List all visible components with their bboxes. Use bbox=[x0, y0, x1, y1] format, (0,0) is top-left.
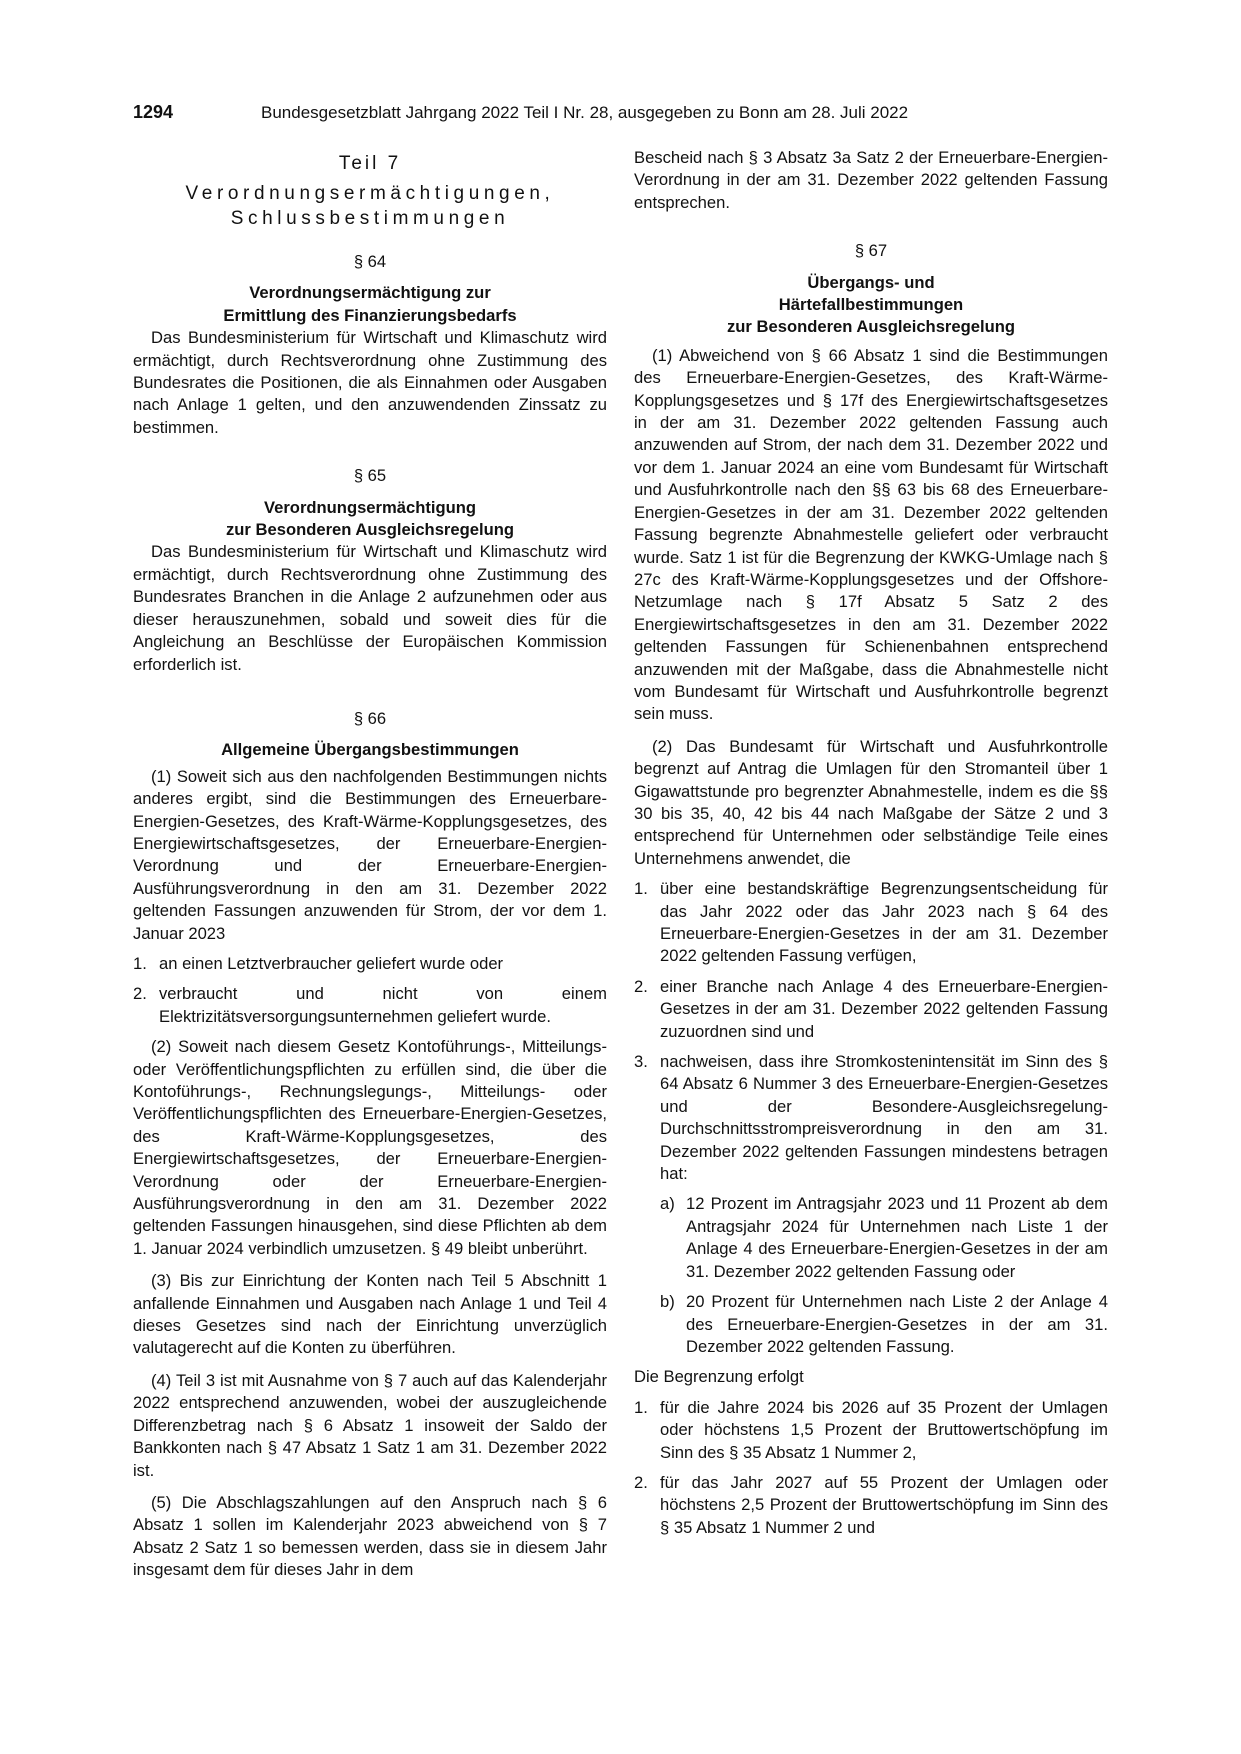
section-64-text: Das Bundesministerium für Wirtschaft und Klimaschutz wird ermächtigt, durch Rechtsverordnung ohne Zustimmung des Bundesrates die Positionen, die als Einnahmen oder Ausgaben nach Anlage 1 gelten, und den anzuwendenden Zinssatz zu bestimmen. bbox=[133, 328, 607, 437]
right-column bbox=[634, 147, 1108, 1539]
list-item-number: 1. bbox=[634, 1397, 648, 1417]
sub-list-item-letter: a) bbox=[660, 1194, 675, 1214]
section-64-title-line-2: Ermittlung des Finanzierungsbedarfs bbox=[223, 305, 517, 325]
section-64-title bbox=[133, 282, 607, 327]
section-66-para-4: (4) Teil 3 ist mit Ausnahme von § 7 auch auf das Kalenderjahr 2022 entsprechend anzuwenden, wobei der auszugleichende Differenzbetrag nach § 6 Absatz 1 insoweit der Saldo der Bankkonten nach § 47 Absatz 1 Satz 1 am 31. Dezember 2022 ist. bbox=[133, 1370, 607, 1480]
list-item bbox=[133, 983, 607, 1028]
list-item-number: 2. bbox=[133, 984, 147, 1004]
sub-list-item-text: 12 Prozent im Antragsjahr 2023 und 11 Prozent ab dem Antragsjahr 2024 für Unternehmen nach Liste 1 der Anlage 4 des Erneuerbare-Energien-Gesetzes in der am 31. Dezember 2022 geltenden Fassung oder bbox=[686, 1194, 1108, 1281]
list-item-text: für die Jahre 2024 bis 2026 auf 35 Prozent der Umlagen oder höchstens 1,5 Prozent der Bruttowertschöpfung im Sinn des § 35 Absatz 1 Nummer 2, bbox=[660, 1397, 1108, 1462]
section-67-title-line-2: Härtefallbestimmungen bbox=[778, 295, 964, 315]
sub-list-item-text: 20 Prozent für Unternehmen nach Liste 2 der Anlage 4 des Erneuerbare-Energien-Gesetzes in der am 31. Dezember 2022 geltenden Fassung. bbox=[686, 1292, 1108, 1356]
list-item-text: verbraucht und nicht von einem Elektrizitätsversorgungsunternehmen geliefert wurde. bbox=[159, 984, 607, 1026]
list-item bbox=[634, 1051, 1108, 1185]
page-number: 1294 bbox=[133, 102, 174, 122]
part-heading: Teil 7 bbox=[338, 153, 402, 174]
section-67-title bbox=[634, 272, 1108, 339]
section-66-para-3: (3) Bis zur Einrichtung der Konten nach Teil 5 Abschnitt 1 anfallende Einnahmen und Ausgaben nach Anlage 1 und Teil 4 dieses Gesetzes sind nach der Einrichtung unverzüglich valutagerecht auf die Konten zu überführen. bbox=[133, 1271, 607, 1358]
section-67-number: § 67 bbox=[854, 241, 888, 261]
part-title-line-2: Schlussbestimmungen bbox=[230, 208, 510, 229]
list-item-text: an einen Letztverbraucher geliefert wurde oder bbox=[159, 953, 504, 973]
list-item-number: 2. bbox=[634, 976, 648, 996]
sub-list-item-letter: b) bbox=[660, 1292, 675, 1312]
section-65-title-line-1: Verordnungsermächtigung bbox=[263, 497, 477, 517]
list-item bbox=[634, 976, 1108, 1043]
list-item-text: für das Jahr 2027 auf 55 Prozent der Umlagen oder höchstens 2,5 Prozent der Bruttowertschöpfung im Sinn des § 35 Absatz 1 Nummer 2 und bbox=[660, 1472, 1108, 1537]
section-66-number: § 66 bbox=[353, 708, 387, 728]
sub-list-item bbox=[660, 1193, 1108, 1283]
part-title bbox=[133, 181, 607, 231]
list-item-text: nachweisen, dass ihre Stromkostenintensität im Sinn des § 64 Absatz 6 Nummer 3 des Erneuerbare-Energien-Gesetzes und der Besondere-Ausgleichsregelung-Durchschnittsstrompreisverordnung in den am 31. Dezember 2022 geltenden Fassungen mindestens betragen hat: bbox=[660, 1052, 1108, 1184]
section-64-number: § 64 bbox=[353, 252, 387, 271]
list-item bbox=[634, 878, 1108, 968]
section-66-para-1: (1) Soweit sich aus den nachfolgenden Bestimmungen nichts anderes ergibt, sind die Bestimmungen des Erneuerbare-Energien-Gesetzes, des Kraft-Wärme-Kopplungsgesetzes, des Energiewirtschaftsgesetzes, der Erneuerbare-Energien-Verordnung und der Erneuerbare-Energien-Ausführungsverordnung in den am 31. Dezember 2022 geltenden Fassungen anzuwenden für Strom, der vor dem 1. Januar 2023 bbox=[133, 766, 607, 943]
list-item-text: über eine bestandskräftige Begrenzungsentscheidung für das Jahr 2022 oder das Jahr 2023 nach § 64 des Erneuerbare-Energien-Gesetzes in der am 31. Dezember 2022 geltenden Fassung verfügen, bbox=[660, 879, 1108, 966]
section-67-para-1: (1) Abweichend von § 66 Absatz 1 sind die Bestimmungen des Erneuerbare-Energien-Gesetzes, des Kraft-Wärme-Kopplungsgesetzes und § 17f des Energiewirtschaftsgesetzes in der am 31. Dezember 2022 geltenden Fassung auch anzuwenden auf Strom, der nach dem 31. Dezember 2022 und vor dem 1. Januar 2024 an eine vom Bundesamt für Wirtschaft und Ausfuhrkontrolle nach den §§ 63 bis 68 des Erneuerbare-Energien-Gesetzes in der am 31. Dezember 2022 geltenden Fassung begrenzte Abnahmestelle geliefert oder verbraucht wurde. Satz 1 ist für die Begrenzung der KWKG-Umlage nach § 27c des Kraft-Wärme-Kopplungsgesetzes und der Offshore-Netzumlage nach § 17f Absatz 5 Satz 2 des Energiewirtschaftsgesetzes in den am 31. Dezember 2022 geltenden Fassungen für Schienenbahnen entsprechend anzuwenden mit der Maßgabe, dass die Abnahmestelle nicht vom Bundesamt für Wirtschaft und Ausfuhrkontrolle begrenzt sein muss. bbox=[634, 345, 1108, 724]
list-item bbox=[634, 1397, 1108, 1464]
continued-text: Bescheid nach § 3 Absatz 3a Satz 2 der Erneuerbare-Energien-Verordnung in der am 31. Dezember 2022 geltenden Fassung entsprechen. bbox=[634, 148, 1108, 212]
section-65-text: Das Bundesministerium für Wirtschaft und Klimaschutz wird ermächtigt, durch Rechtsverordnung ohne Zustimmung des Bundesrates Branchen in die Anlage 2 aufzunehmen oder aus dieser herauszunehmen, sobald und soweit dies für die Angleichung an Beschlüsse der Europäischen Kommission erforderlich ist. bbox=[133, 542, 607, 674]
section-66-para-2: (2) Soweit nach diesem Gesetz Kontoführungs-, Mitteilungs- oder Veröffentlichungspflichten zu erfüllen sind, die über die Kontoführungs-, Rechnungslegungs-, Mitteilungs- oder Veröffentlichungspflichten des Erneuerbare-Energien-Gesetzes, des Kraft-Wärme-Kopplungsgesetzes, des Energiewirtschaftsgesetzes, der Erneuerbare-Energien-Verordnung oder der Erneuerbare-Energien-Ausführungsverordnung in den am 31. Dezember 2022 geltenden Fassungen hinausgehen, sind diese Pflichten ab dem 1. Januar 2024 verbindlich umzusetzen. § 49 bleibt unberührt. bbox=[133, 1037, 607, 1258]
header-line: Bundesgesetzblatt Jahrgang 2022 Teil I Nr. 28, ausgegeben zu Bonn am 28. Juli 2022 bbox=[261, 103, 909, 122]
list-item-number: 1. bbox=[133, 953, 147, 973]
section-65-title bbox=[133, 497, 607, 542]
part-title-line-1: Verordnungsermächtigungen, bbox=[185, 183, 555, 204]
list-item-text: einer Branche nach Anlage 4 des Erneuerbare-Energien-Gesetzes in der am 31. Dezember 2022 geltenden Fassung zuzuordnen sind und bbox=[660, 976, 1108, 1041]
section-65-number: § 65 bbox=[353, 466, 387, 486]
section-67-para-2: (2) Das Bundesamt für Wirtschaft und Ausfuhrkontrolle begrenzt auf Antrag die Umlagen für den Stromanteil über 1 Gigawattstunde pro begrenzter Abnahmestelle, indem es die §§ 30 bis 35, 40, 42 bis 44 nach Maßgabe der Sätze 2 und 3 entsprechend für Unternehmen oder selbständige Teile eines Unternehmens anwendet, die bbox=[634, 736, 1108, 868]
list-item-number: 3. bbox=[634, 1052, 648, 1072]
limitation-lead: Die Begrenzung erfolgt bbox=[634, 1367, 804, 1387]
list-item bbox=[133, 953, 607, 975]
section-66-title: Allgemeine Übergangsbestimmungen bbox=[221, 740, 519, 760]
left-column bbox=[133, 151, 607, 1582]
section-67-title-line-1: Übergangs- und bbox=[807, 272, 935, 292]
list-item-number: 1. bbox=[634, 879, 648, 899]
section-64-title-line-1: Verordnungsermächtigung zur bbox=[249, 283, 491, 303]
section-65-title-line-2: zur Besonderen Ausgleichsregelung bbox=[226, 520, 514, 540]
list-item-number: 2. bbox=[634, 1472, 648, 1492]
section-67-title-line-3: zur Besonderen Ausgleichsregelung bbox=[727, 317, 1015, 337]
section-66-para-5: (5) Die Abschlagszahlungen auf den Anspruch nach § 6 Absatz 1 sollen im Kalenderjahr 2023 abweichend von § 7 Absatz 2 Satz 1 so bemessen werden, dass sie in diesem Jahr insgesamt dem für dieses Jahr in dem bbox=[133, 1492, 607, 1580]
sub-list-item bbox=[660, 1291, 1108, 1358]
list-item bbox=[634, 1472, 1108, 1539]
